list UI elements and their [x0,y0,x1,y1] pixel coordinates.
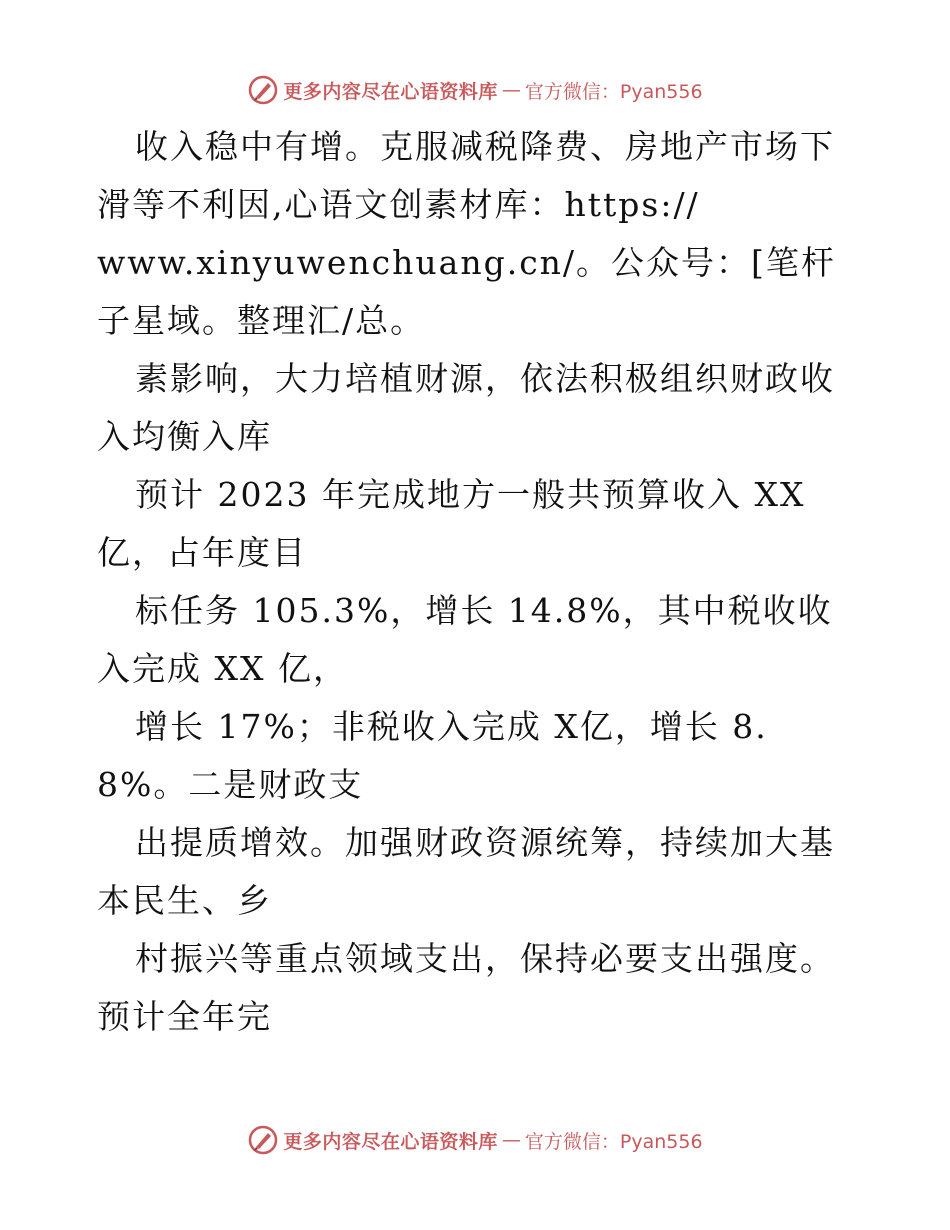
paragraph-3: 素影响，大力培植财源，依法积极组织财政收入均衡入库 [97,359,835,456]
header-watermark [247,74,702,106]
footer-watermark-banner [0,1120,950,1160]
pen-logo-icon [247,74,279,106]
footer-separator: — [501,1129,521,1151]
header-account-text: 官方微信：Pyan556 [524,80,703,103]
footer-watermark [247,1124,702,1156]
paragraph-8: 村振兴等重点领域支出，保持必要支出强度。预计全年完 [97,939,835,1036]
footer-brand-text: 更多内容尽在心语资料库 [283,1130,498,1153]
paragraph-6: 增长 17%；非税收入完成 X亿，增长 8.8%。二是财政支 [97,707,768,804]
paragraph-5: 标任务 105.3%，增长 14.8%，其中税收收入完成 XX 亿， [97,591,833,688]
header-watermark-banner [0,70,950,110]
paragraph-4: 预计 2023 年完成地方一般共预算收入 XX 亿，占年度目 [97,475,806,572]
paragraph-2: www.xinyuwenchuang.cn/。公众号：[笔杆子星域。整理汇/总。 [97,243,836,340]
footer-account-text: 官方微信：Pyan556 [524,1130,703,1153]
pen-logo-icon [247,1124,279,1156]
header-brand-text: 更多内容尽在心语资料库 [283,80,498,103]
paragraph-7: 出提质增效。加强财政资源统筹，持续加大基本民生、乡 [97,823,835,920]
paragraph-1: 收入稳中有增。克服减税降费、房地产市场下滑等不利因,心语文创素材库：https:// [97,127,835,224]
document-body [97,118,857,1046]
header-separator: — [501,79,521,101]
